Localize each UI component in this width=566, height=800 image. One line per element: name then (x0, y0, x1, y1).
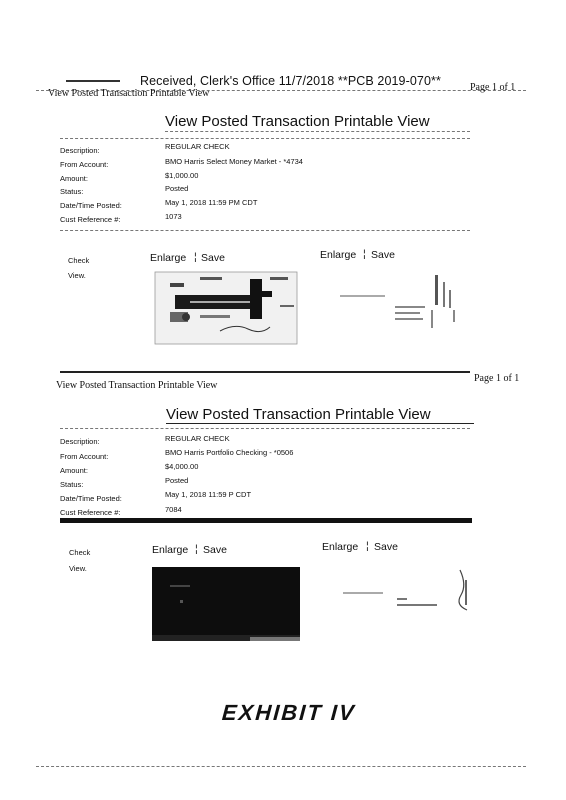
field-label: Cust Reference #: (60, 508, 121, 517)
link-separator: ¦ (195, 543, 198, 555)
page-number-page1: Page 1 of 1 (470, 82, 516, 93)
check-front-image[interactable] (150, 265, 300, 347)
title-underline (165, 131, 470, 132)
enlarge-link-back[interactable]: Enlarge (320, 249, 357, 261)
page-title-page2: View Posted Transaction Printable View (166, 406, 431, 423)
save-link-front[interactable]: Save (201, 252, 225, 264)
check-label: Check (68, 256, 90, 265)
divider (60, 138, 470, 139)
view-label: View. (68, 271, 86, 280)
field-label: From Account: (60, 160, 109, 169)
field-label: Description: (60, 437, 100, 446)
field-value: REGULAR CHECK (165, 142, 230, 151)
field-value: $4,000.00 (165, 462, 199, 471)
divider (60, 428, 470, 429)
link-separator: ¦ (363, 248, 366, 260)
header-link-page1[interactable]: View Posted Transaction Printable View (48, 88, 210, 99)
divider-bar (60, 518, 472, 523)
check-label: Check (69, 548, 91, 557)
field-value: $1,000.00 (165, 171, 199, 180)
check-back-image[interactable] (335, 270, 475, 340)
check-back-image[interactable] (335, 560, 480, 625)
divider (60, 230, 470, 231)
enlarge-link-back[interactable]: Enlarge (322, 541, 359, 553)
page-number-page2: Page 1 of 1 (474, 373, 520, 384)
field-value: May 1, 2018 11:59 PM CDT (165, 198, 258, 207)
field-value: BMO Harris Select Money Market - *4734 (165, 157, 303, 166)
field-label: Date/Time Posted: (60, 494, 122, 503)
field-label: Status: (60, 187, 84, 196)
clerk-received-stamp: Received, Clerk's Office 11/7/2018 **PCB 2019-070** (140, 74, 441, 88)
field-label: Description: (60, 146, 100, 155)
field-value: 7084 (165, 505, 182, 514)
header-link-page2[interactable]: View Posted Transaction Printable View (56, 380, 218, 391)
field-value: May 1, 2018 11:59 P CDT (165, 490, 252, 499)
field-value: REGULAR CHECK (165, 434, 230, 443)
field-label: Status: (60, 480, 84, 489)
link-separator: ¦ (366, 540, 369, 552)
exhibit-label: EXHIBIT IV (221, 700, 357, 725)
redaction-mark (66, 80, 120, 82)
field-label: Amount: (60, 174, 88, 183)
save-link-back[interactable]: Save (371, 249, 395, 261)
field-label: From Account: (60, 452, 109, 461)
title-underline (166, 423, 474, 424)
field-value: Posted (165, 184, 189, 193)
save-link-front[interactable]: Save (203, 544, 227, 556)
field-label: Amount: (60, 466, 88, 475)
check-front-image[interactable] (150, 565, 302, 645)
field-value: 1073 (165, 212, 182, 221)
save-link-back[interactable]: Save (374, 541, 398, 553)
field-label: Date/Time Posted: (60, 201, 122, 210)
divider (36, 766, 526, 767)
page-title-page1: View Posted Transaction Printable View (165, 113, 430, 130)
enlarge-link-front[interactable]: Enlarge (150, 252, 187, 264)
field-value: Posted (165, 476, 189, 485)
enlarge-link-front[interactable]: Enlarge (152, 544, 189, 556)
divider (60, 371, 470, 373)
view-label: View. (69, 564, 87, 573)
link-separator: ¦ (194, 251, 197, 263)
field-value: BMO Harris Portfolio Checking - *0506 (165, 448, 294, 457)
field-label: Cust Reference #: (60, 215, 121, 224)
